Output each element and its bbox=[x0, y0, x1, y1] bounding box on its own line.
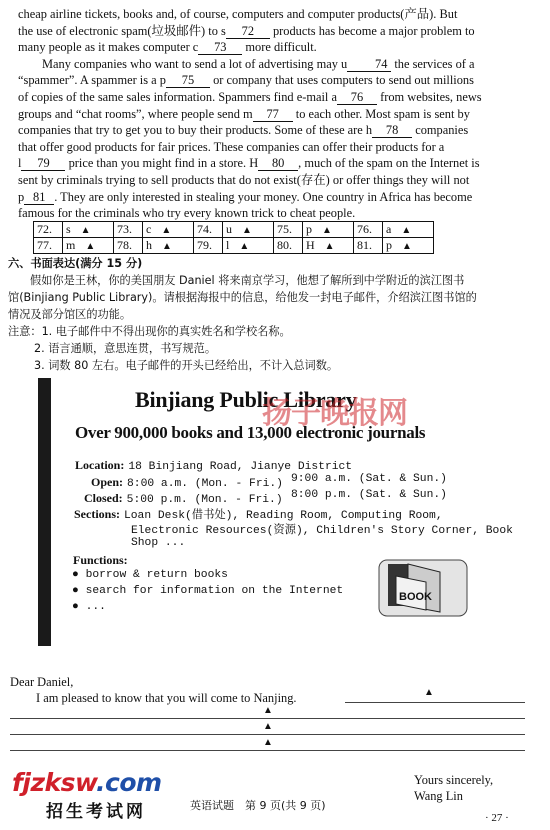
answer-table bbox=[33, 221, 434, 254]
answer-cell[interactable]: h ▲ bbox=[143, 238, 194, 254]
answer-marker: ▲ bbox=[263, 737, 273, 748]
function-item: ● ... bbox=[72, 601, 106, 613]
blank-79: 79 bbox=[21, 157, 65, 171]
passage-line: p 81 . They are only interested in stealing your money. One country in Africa has become bbox=[18, 189, 473, 204]
site-logo-subtitle: 招生考试网 bbox=[46, 802, 146, 822]
answer-cell[interactable]: a ▲ bbox=[383, 222, 434, 238]
note-item: 3. 词数 80 左右。电子邮件的开头已经给出，不计入总词数。 bbox=[34, 359, 339, 372]
poster-closed: Closed: 5:00 p.m. (Mon. - Fri.) bbox=[84, 491, 283, 506]
answer-cell[interactable]: p ▲ bbox=[303, 222, 354, 238]
poster-sections-line: Shop ... bbox=[131, 537, 186, 549]
passage-line: Many companies who want to send a lot of advertising may u 74 the services of a bbox=[42, 56, 475, 71]
answer-row bbox=[34, 222, 434, 238]
passage-line: sent by criminals trying to sell products that do not exist(存在) or offer things they will not bbox=[18, 172, 470, 187]
site-logo: fjzksw.com bbox=[12, 768, 162, 797]
passage-line: l 79 price than you might find in a store. H 80 , much of the spam on the Internet is bbox=[18, 156, 480, 171]
answer-number: 74. bbox=[194, 222, 223, 238]
answer-number: 75. bbox=[274, 222, 303, 238]
poster-open-weekend: 9:00 a.m. (Sat. & Sun.) bbox=[291, 473, 447, 485]
book-illustration-icon bbox=[378, 558, 468, 618]
poster-open: Open: 8:00 a.m. (Mon. - Fri.) bbox=[91, 475, 283, 490]
letter-opening: I am pleased to know that you will come to Nanjing. bbox=[36, 691, 297, 705]
answer-marker: ▲ bbox=[263, 721, 273, 732]
cloze-passage bbox=[18, 6, 540, 222]
passage-line: of copies of the same sales information. Spammers find e-mail a 76 from websites, news bbox=[18, 89, 482, 104]
answer-number: 80. bbox=[274, 238, 303, 254]
poster-sections: Sections: Loan Desk(借书处), Reading Room, Computing Room, bbox=[74, 507, 443, 522]
writing-line[interactable] bbox=[10, 750, 525, 751]
instruction-text: 馆(Binjiang Public Library)。请根据海报中的信息，给他发一封电子邮件，介绍滨江图书馆的 bbox=[8, 291, 477, 304]
letter-greeting: Dear Daniel, bbox=[10, 675, 74, 689]
answer-cell[interactable]: p ▲ bbox=[383, 238, 434, 254]
blank-73: 73 bbox=[198, 41, 242, 55]
answer-cell[interactable]: c ▲ bbox=[143, 222, 194, 238]
writing-line[interactable] bbox=[10, 718, 525, 719]
page-footer: 英语试题 第 9 页(共 9 页) bbox=[190, 799, 326, 812]
poster-title: Binjiang Public Library bbox=[135, 387, 357, 412]
letter-signature: Wang Lin bbox=[414, 789, 463, 803]
poster-functions-label: Functions: bbox=[73, 553, 128, 567]
answer-number: 78. bbox=[114, 238, 143, 254]
instruction-text: 假如你是王林，你的美国朋友 Daniel 将来南京学习，他想了解所到中学附近的滨江图书 bbox=[30, 274, 465, 287]
poster-subtitle: Over 900,000 books and 13,000 electronic journals bbox=[75, 423, 426, 442]
svg-text:BOOK: BOOK bbox=[399, 591, 432, 603]
poster-side-bar bbox=[38, 378, 51, 646]
answer-marker: ▲ bbox=[424, 687, 434, 698]
blank-72: 72 bbox=[226, 25, 270, 39]
function-item: ● borrow & return books bbox=[72, 569, 228, 581]
instruction-text: 情况及部分馆区的功能。 bbox=[8, 308, 132, 321]
poster-closed-weekend: 8:00 p.m. (Sat. & Sun.) bbox=[291, 489, 447, 501]
answer-number: 73. bbox=[114, 222, 143, 238]
function-item: ● search for information on the Internet bbox=[72, 585, 344, 597]
answer-cell[interactable]: l ▲ bbox=[223, 238, 274, 254]
poster-location: Location: 18 Binjiang Road, Jianye District bbox=[75, 458, 353, 473]
watermark-logo: 扬子晚报网 bbox=[262, 396, 407, 431]
blank-74: 74 bbox=[347, 58, 391, 72]
answer-cell[interactable]: m ▲ bbox=[63, 238, 114, 254]
answer-number: 81. bbox=[354, 238, 383, 254]
answer-number: 77. bbox=[34, 238, 63, 254]
blank-77: 77 bbox=[253, 108, 293, 122]
note-item: 2. 语言通顺，意思连贯，书写规范。 bbox=[34, 342, 217, 355]
letter-closing: Yours sincerely, bbox=[414, 773, 494, 787]
section-heading: 六、书面表达(满分 15 分) bbox=[8, 257, 143, 270]
writing-line[interactable] bbox=[10, 734, 525, 735]
answer-number: 79. bbox=[194, 238, 223, 254]
answer-marker: ▲ bbox=[263, 705, 273, 716]
blank-78: 78 bbox=[372, 124, 412, 138]
answer-row bbox=[34, 238, 434, 254]
passage-line: “spammer”. A spammer is a p 75 or company that uses computers to send out millions bbox=[18, 73, 474, 88]
passage-line: the use of electronic spam(垃圾邮件) to s 72 products has become a major problem to bbox=[18, 23, 475, 38]
passage-line: famous for the criminals who try every known trick to cheat people. bbox=[18, 206, 356, 221]
answer-cell[interactable]: H ▲ bbox=[303, 238, 354, 254]
note-item: 注意：1. 电子邮件中不得出现你的真实姓名和学校名称。 bbox=[8, 325, 291, 338]
passage-line: that offer good products for fair prices. These companies can offer their products for a bbox=[18, 139, 445, 154]
writing-line[interactable] bbox=[345, 702, 525, 703]
blank-75: 75 bbox=[166, 74, 210, 88]
blank-76: 76 bbox=[337, 91, 377, 105]
passage-line: groups and “chat rooms”, where people send m 77 to each other. Most spam is sent by bbox=[18, 106, 470, 121]
poster-sections-line: Electronic Resources(资源), Children's Story Corner, Book bbox=[131, 525, 513, 537]
page-number: · 27 · bbox=[485, 812, 509, 824]
answer-number: 76. bbox=[354, 222, 383, 238]
passage-line: many people as it makes computer c 73 more difficult. bbox=[18, 40, 317, 55]
passage-line: companies that try to get you to buy their products. Some of these are h 78 companies bbox=[18, 123, 469, 138]
answer-number: 72. bbox=[34, 222, 63, 238]
answer-cell[interactable]: s ▲ bbox=[63, 222, 114, 238]
passage-line: cheap airline tickets, books and, of course, computers and computer products(产品). But bbox=[18, 7, 458, 21]
blank-80: 80 bbox=[258, 157, 298, 171]
blank-81: 81 bbox=[24, 191, 54, 205]
answer-cell[interactable]: u ▲ bbox=[223, 222, 274, 238]
